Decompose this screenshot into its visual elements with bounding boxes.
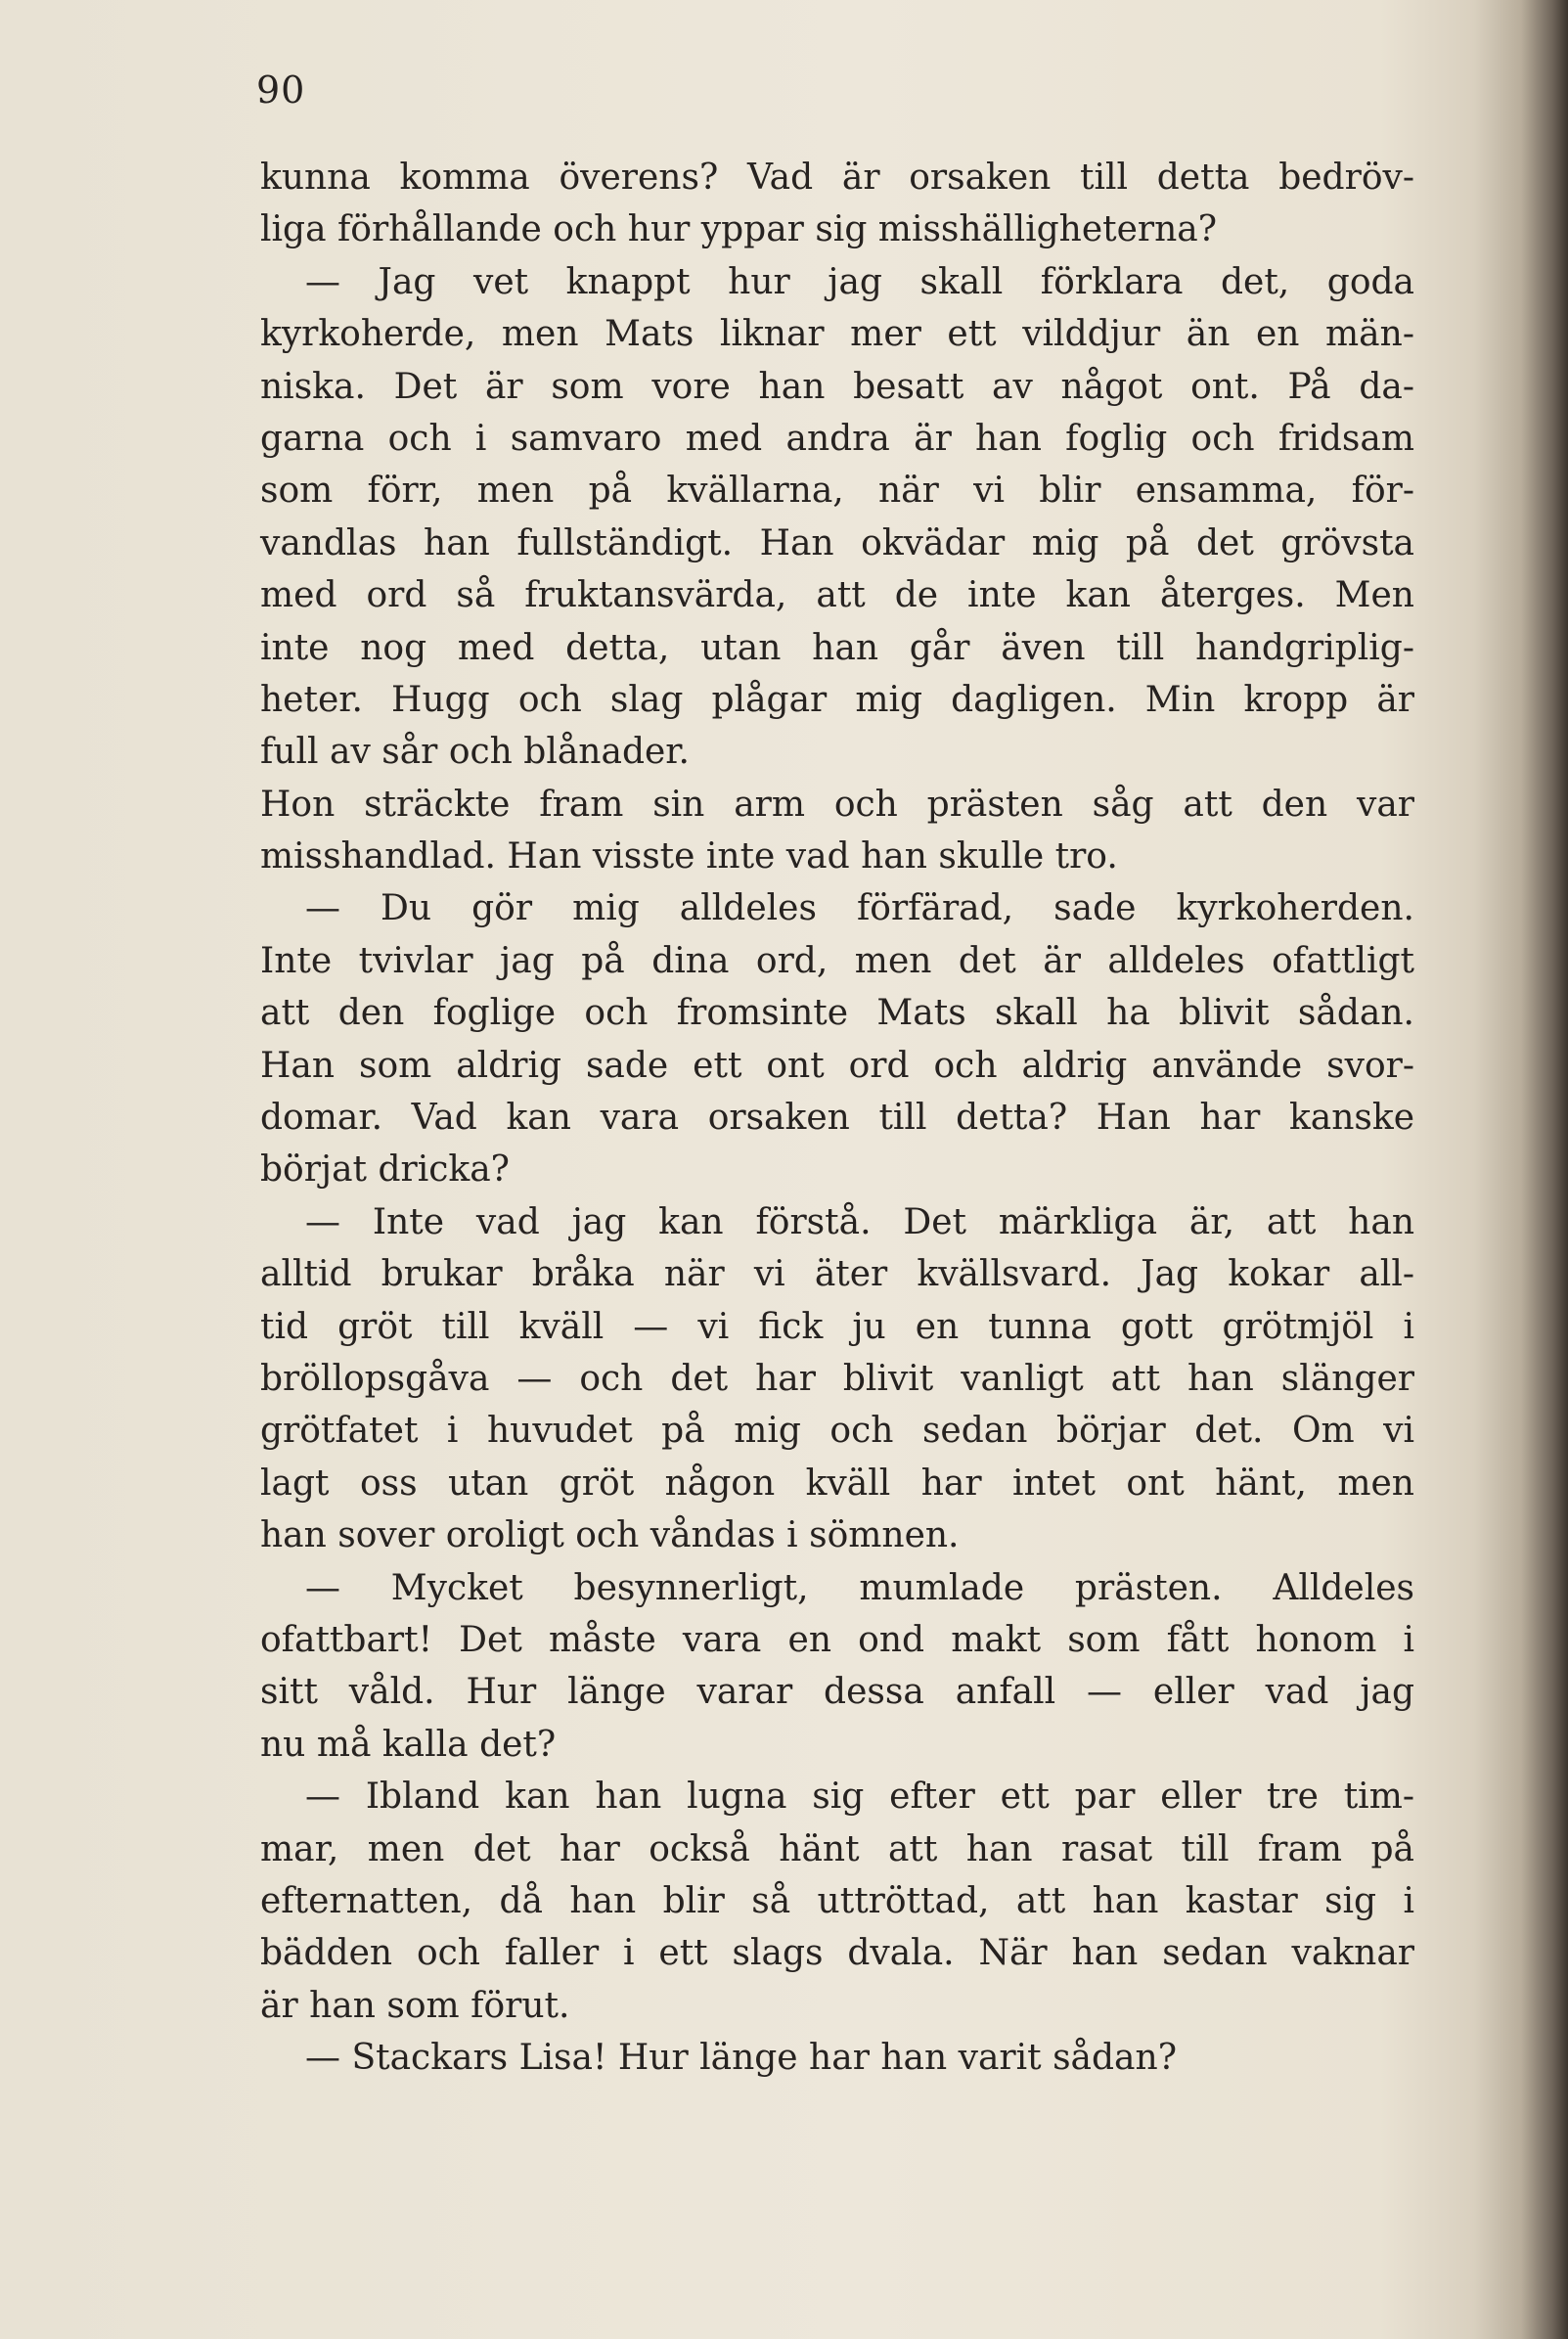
text-line: garna och i samvaro med andra är han foglig och fridsam	[260, 418, 1414, 459]
text-line: domar. Vad kan vara orsaken till detta? Han har kanske	[260, 1098, 1414, 1139]
text-line: bröllopsgåva — och det har blivit vanligt att han slänger	[260, 1358, 1414, 1399]
text-line: heter. Hugg och slag plågar mig dagligen. Min kropp är	[260, 679, 1414, 720]
text-line: liga förhållande och hur yppar sig misshälligheterna?	[260, 209, 1218, 250]
text-line: nu må kalla det?	[260, 1724, 557, 1765]
text-line: som förr, men på kvällarna, när vi blir ensamma, för-	[260, 471, 1414, 512]
text-line: lagt oss utan gröt någon kväll har intet ont hänt, men	[260, 1462, 1414, 1504]
text-line: tid gröt till kväll — vi fick ju en tunna gott grötmjöl i	[260, 1306, 1414, 1347]
text-line: kyrkoherde, men Mats liknar mer ett vilddjur än en män-	[260, 314, 1414, 355]
text-line: niska. Det är som vore han besatt av något ont. På da-	[260, 366, 1414, 407]
text-line: börjat dricka?	[260, 1149, 510, 1191]
text-line: alltid brukar bråka när vi äter kvällsvard. Jag kokar all-	[260, 1254, 1414, 1295]
text-line: att den foglige och fromsinte Mats skall ha blivit sådan.	[260, 993, 1414, 1034]
text-line: full av sår och blånader.	[260, 732, 690, 773]
text-line: — Ibland kan han lugna sig efter ett par eller tre tim-	[305, 1777, 1414, 1818]
text-line: — Mycket besynnerligt, mumlade prästen. Alldeles	[305, 1567, 1414, 1608]
text-line: ofattbart! Det måste vara en ond makt som fått honom i	[260, 1619, 1414, 1660]
text-line: misshandlad. Han visste inte vad han skulle tro.	[260, 836, 1118, 877]
text-line: grötfatet i huvudet på mig och sedan börjar det. Om vi	[260, 1411, 1414, 1452]
text-line: han sover oroligt och våndas i sömnen.	[260, 1515, 960, 1556]
text-line: — Du gör mig alldeles förfärad, sade kyrkoherden.	[305, 888, 1414, 929]
text-line: Hon sträckte fram sin arm och prästen såg att den var	[260, 784, 1414, 825]
text-line: med ord så fruktansvärda, att de inte kan återges. Men	[260, 575, 1414, 616]
text-line: vandlas han fullständigt. Han okvädar mig på det grövsta	[260, 522, 1414, 563]
body-text	[260, 152, 1414, 2084]
text-line: inte nog med detta, utan han går även till handgriplig-	[260, 627, 1414, 668]
text-line: är han som förut.	[260, 1985, 570, 2026]
text-line: efternatten, då han blir så uttröttad, att han kastar sig i	[260, 1880, 1414, 1921]
text-line: bädden och faller i ett slags dvala. När han sedan vaknar	[260, 1933, 1414, 1974]
text-line: mar, men det har också hänt att han rasat till fram på	[260, 1828, 1414, 1869]
text-line: — Stackars Lisa! Hur länge har han varit sådan?	[305, 2038, 1177, 2079]
text-line: Han som aldrig sade ett ont ord och aldrig använde svor-	[260, 1045, 1414, 1086]
text-line: — Jag vet knappt hur jag skall förklara det, goda	[305, 261, 1414, 302]
text-line: sitt våld. Hur länge varar dessa anfall — eller vad jag	[260, 1672, 1414, 1713]
text-line: kunna komma överens? Vad är orsaken till detta bedröv-	[260, 157, 1414, 198]
text-line: — Inte vad jag kan förstå. Det märkliga är, att han	[305, 1201, 1414, 1242]
text-line: Inte tvivlar jag på dina ord, men det är alldeles ofattligt	[260, 940, 1414, 981]
page-number: 90	[256, 68, 306, 112]
